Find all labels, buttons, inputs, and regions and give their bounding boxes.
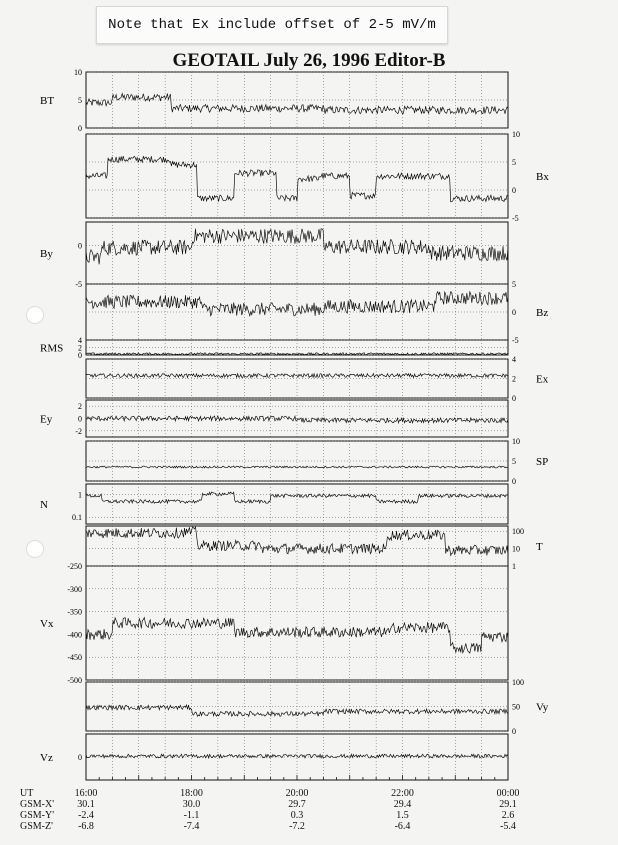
tick-label: 10 bbox=[512, 437, 520, 446]
series-line bbox=[86, 754, 508, 758]
tick-label: 4 bbox=[78, 336, 82, 345]
tick-label: 4 bbox=[512, 355, 516, 364]
ephemeris-row-label: UT bbox=[20, 788, 34, 799]
panel-t bbox=[86, 526, 543, 571]
panel-by bbox=[40, 222, 508, 289]
ephemeris-value: 2.6 bbox=[501, 810, 515, 821]
ephemeris-value: 1.5 bbox=[396, 810, 409, 821]
tick-label: -350 bbox=[67, 607, 82, 617]
tick-label: 0 bbox=[78, 241, 82, 251]
tick-label: 0 bbox=[78, 414, 82, 424]
tick-label: 50 bbox=[512, 702, 520, 712]
panel-label: Vx bbox=[40, 618, 54, 630]
tick-label: -2 bbox=[75, 426, 82, 436]
tick-label: -5 bbox=[75, 280, 82, 289]
ephemeris-value: 20:00 bbox=[285, 788, 309, 799]
panel-label: N bbox=[40, 499, 48, 511]
ephemeris-row bbox=[0, 821, 618, 833]
ephemeris-value: -7.2 bbox=[289, 821, 305, 832]
panel-bt bbox=[40, 68, 508, 133]
ephemeris-row-label: GSM-X' bbox=[20, 799, 55, 810]
ephemeris-value: 16:00 bbox=[74, 788, 98, 799]
tick-label: 100 bbox=[512, 527, 524, 537]
ephemeris-table bbox=[0, 788, 618, 838]
tick-label: -5 bbox=[512, 336, 519, 345]
tick-label: 5 bbox=[512, 457, 516, 466]
panel-vy bbox=[86, 678, 549, 736]
ephemeris-value: -5.4 bbox=[500, 821, 516, 832]
tick-label: 2 bbox=[78, 343, 82, 353]
tick-label: 0 bbox=[78, 351, 82, 360]
tick-label: 10 bbox=[512, 130, 520, 139]
tick-label: 2 bbox=[512, 374, 516, 384]
series-line bbox=[86, 466, 508, 468]
ephemeris-value: 22:00 bbox=[391, 788, 414, 799]
tick-label: 5 bbox=[512, 158, 516, 167]
tick-label: 5 bbox=[512, 280, 516, 289]
panel-label: SP bbox=[536, 456, 549, 468]
note-label: Note that Ex include offset of 2-5 mV/m bbox=[96, 6, 448, 44]
tick-label: 5 bbox=[78, 96, 82, 105]
tick-label: 0 bbox=[78, 124, 82, 133]
tick-label: 0 bbox=[78, 753, 82, 762]
ephemeris-value: -1.1 bbox=[183, 810, 200, 821]
tick-label: -450 bbox=[67, 653, 82, 663]
tick-label: 0 bbox=[512, 186, 516, 195]
panel-vx bbox=[40, 562, 508, 685]
panel-label: RMS bbox=[40, 342, 64, 355]
tick-label: 0.1 bbox=[72, 513, 82, 523]
tick-label: 10 bbox=[512, 544, 520, 554]
panel-ey bbox=[40, 400, 508, 437]
tick-label: 0 bbox=[512, 727, 516, 736]
ephemeris-row-label: GSM-Z' bbox=[20, 821, 53, 832]
ephemeris-value: -6.8 bbox=[78, 821, 94, 832]
tick-label: 100 bbox=[512, 678, 524, 687]
ephemeris-value: 29.7 bbox=[288, 799, 306, 810]
tick-label: 0 bbox=[512, 477, 516, 486]
ephemeris-value: 0.3 bbox=[290, 810, 304, 821]
ephemeris-value: -2.4 bbox=[78, 810, 94, 821]
tick-label: -250 bbox=[67, 562, 82, 571]
ephemeris-value: 30.0 bbox=[182, 799, 201, 810]
tick-label: 1 bbox=[512, 562, 516, 571]
panel-label: Ex bbox=[536, 373, 549, 386]
panel-sp bbox=[86, 437, 548, 486]
panel-label: Bz bbox=[536, 307, 549, 319]
tick-label: 2 bbox=[78, 402, 82, 412]
tick-label: -400 bbox=[67, 630, 82, 640]
ephemeris-value: -7.4 bbox=[183, 821, 200, 832]
panel-bz bbox=[86, 280, 548, 345]
panel-label: Bx bbox=[536, 171, 549, 183]
tick-label: -300 bbox=[67, 584, 82, 594]
ephemeris-value: -6.4 bbox=[394, 821, 411, 832]
panel-label: By bbox=[40, 248, 53, 260]
series-line bbox=[86, 156, 508, 202]
panel-label: Vz bbox=[40, 752, 53, 764]
page-title: GEOTAIL July 26, 1996 Editor-B bbox=[172, 50, 446, 71]
panel-ex bbox=[86, 355, 549, 403]
ephemeris-value: 18:00 bbox=[180, 788, 203, 799]
panel-vz bbox=[40, 734, 508, 780]
panel-label: Vy bbox=[536, 701, 549, 714]
tick-label: 0 bbox=[512, 394, 516, 403]
panel-bx bbox=[86, 130, 549, 223]
panel-label: BT bbox=[40, 95, 55, 107]
tick-label: 0 bbox=[512, 308, 516, 317]
tick-label: -5 bbox=[512, 214, 519, 223]
tick-label: -500 bbox=[67, 676, 82, 685]
ephemeris-value: 29.1 bbox=[499, 799, 517, 810]
ephemeris-row-label: GSM-Y' bbox=[20, 810, 55, 821]
panel-label: T bbox=[536, 541, 543, 553]
ephemeris-value: 30.1 bbox=[77, 799, 95, 810]
tick-label: 10 bbox=[74, 68, 82, 77]
panel-label: Ey bbox=[40, 413, 53, 426]
panel-rms bbox=[40, 336, 508, 360]
ephemeris-value: 00:00 bbox=[496, 788, 520, 799]
ephemeris-value: 29.4 bbox=[393, 799, 412, 810]
panel-n bbox=[40, 484, 508, 524]
tick-label: 1 bbox=[78, 490, 82, 500]
series-line bbox=[86, 292, 508, 316]
